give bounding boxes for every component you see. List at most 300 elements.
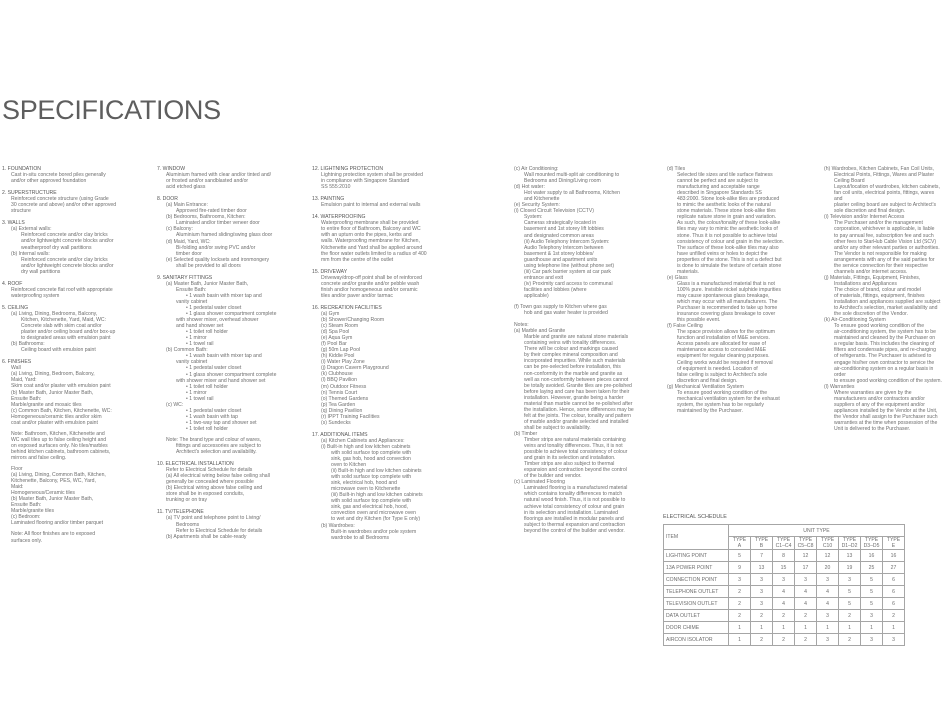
spec-line: (b) Electrical wiring above false ceiling and [166, 485, 263, 492]
spec-line: (a) TV point and telephone point to Living/ [166, 515, 261, 522]
spec-line: air-conditioning system, the system has to be [834, 329, 936, 336]
section-heading: 15. DRIVEWAY [312, 268, 348, 275]
spec-line: (c) Steam Room [321, 323, 359, 330]
spec-line: (b) Common Bath: [166, 347, 208, 354]
spec-line: vanity cabinet [176, 359, 208, 366]
spec-section [505, 322, 650, 534]
spec-line: is done to simulate the texture of certain stone [677, 262, 782, 269]
spec-line: (ii) Audio Telephony Intercom System: [524, 238, 610, 245]
schedule-value-cell: 4 [773, 598, 795, 610]
spec-line: veins and tonality differences. Thus, it is not [524, 443, 623, 450]
spec-line: vanity cabinet [176, 298, 208, 305]
spec-line: may cause spontaneous glass breakage, [677, 292, 770, 299]
spec-line: (b) Wardrobes: [321, 522, 355, 529]
spec-line: (e) Aqua Gym [321, 335, 353, 342]
spec-section [312, 305, 457, 426]
spec-line: (c) Common Bath, Kitchen, Kitchenette, WC: [11, 407, 112, 414]
spec-line: natural wood finish. Thus, it is not possible to [524, 497, 626, 504]
schedule-value-cell: 3 [729, 574, 751, 586]
schedule-value-cell: 2 [751, 634, 773, 646]
spec-line: Maid, Yard: [11, 377, 37, 384]
spec-line: (i) Television and/or Internet Access [824, 214, 905, 221]
spec-line: (g) Mechanical Ventilation System [667, 383, 744, 390]
section-heading: 13. PAINTING [312, 196, 345, 203]
schedule-value-cell: 2 [795, 634, 817, 646]
spec-line: with solid surface top complete with [331, 449, 412, 456]
spec-line: incorporated impurities. While such materials [524, 358, 626, 365]
spec-line: with solid surface top complete with [331, 498, 412, 505]
spec-line: false ceiling is subject to Architect's sole [677, 371, 768, 378]
spec-line: (d) Hot water: [514, 184, 545, 191]
spec-column-6 [815, 166, 943, 438]
spec-line: (a) All electrical wiring below false ceiling shall [166, 473, 270, 480]
schedule-value-cell: 4 [817, 598, 839, 610]
spec-line: of materials, fittings, equipment, finishes [834, 292, 925, 299]
schedule-value-cell: 7 [751, 550, 773, 562]
spec-line: (a) Living, Dining, Common Bath, Kitchen, [11, 472, 106, 479]
spec-line: of refrigerants. The Purchaser is advised to [834, 353, 932, 360]
spec-line: arrangements with any of the said parties for [834, 256, 935, 263]
spec-line: Aluminium framed sliding/swing glass door [176, 232, 273, 239]
spec-line: Laminated and/or timber veneer door [176, 220, 260, 227]
spec-line: non-conformity in the marble and granite as [524, 370, 623, 377]
spec-line: (b) Shower/Changing Room [321, 316, 385, 323]
schedule-item-label: TELEPHONE OUTLET [664, 586, 729, 598]
spec-line: well as non-conformity between pieces cannot [524, 376, 629, 383]
schedule-value-cell: 3 [861, 610, 883, 622]
spec-line: floorings are installed in modular panels and [524, 515, 624, 522]
spec-line: Ceiling Board [834, 178, 865, 185]
spec-line: replicate nature stone in grain and variation. [677, 214, 777, 221]
spec-line: Reinforced concrete and/or clay bricks [21, 232, 108, 239]
unit-type-header: UNIT TYPE [729, 525, 905, 537]
spec-line: before laying and care has been taken for their [524, 388, 630, 395]
spec-line: with an upturn onto the pipes, kerbs and [321, 232, 412, 239]
schedule-value-cell: 2 [773, 610, 795, 622]
schedule-value-cell: 5 [861, 586, 883, 598]
spec-line: warranties at the time when possession of the [834, 419, 938, 426]
spec-line: mm from the centre of the outlet [321, 256, 394, 263]
spec-section [2, 305, 147, 353]
spec-section [312, 196, 457, 208]
spec-line: mechanical ventilation system for the exhaust [677, 395, 780, 402]
spec-line: (b) Timber [514, 430, 538, 437]
table-row [664, 610, 905, 622]
spec-line: to Architect's selection, market availability and [834, 305, 938, 312]
spec-line: plaster and/or ceiling board and/or box-up [21, 329, 116, 336]
spec-line: Approved fire-rated timber door [176, 208, 247, 215]
spec-line: fittings and accessories are subject to [176, 443, 261, 450]
section-heading: 16. RECREATION FACILITIES [312, 304, 382, 311]
spec-line: Note: All floor finishes are to exposed [11, 531, 96, 538]
spec-line: of marble and/or granite selected and installed [524, 418, 629, 425]
spec-line: and hand shower set [176, 323, 224, 330]
spec-line: • 1 pedestal water closet [186, 407, 242, 414]
spec-line: to wet and dry Kitchen (for Type E only) [331, 516, 421, 523]
schedule-value-cell: 2 [751, 610, 773, 622]
spec-line: (m) Outdoor Fitness [321, 383, 367, 390]
spec-line: Kitchenette and Yard shall be applied around [321, 244, 423, 251]
spec-line: The choice of brand, colour and model [834, 286, 921, 293]
schedule-value-cell: 1 [729, 622, 751, 634]
schedule-value-cell: 13 [839, 550, 861, 562]
schedule-value-cell: 17 [795, 562, 817, 574]
item-header: ITEM [664, 525, 729, 550]
spec-line: Bi-folding and/or swing PVC and/or [176, 244, 256, 251]
spec-line: basement & 1st storey lobbies/ [524, 250, 594, 257]
schedule-value-cell: 15 [773, 562, 795, 574]
schedule-value-cell: 25 [861, 562, 883, 574]
spec-line: have unfilled veins or holes to depict the [677, 250, 768, 257]
spec-line: manufacturers and/or contractors and/or [834, 395, 925, 402]
schedule-value-cell: 3 [817, 634, 839, 646]
spec-line: (a) Main Entrance: [166, 202, 208, 209]
spec-line: hob and gas water heater is provided [524, 310, 608, 317]
spec-line: Waterproofing membrane shall be provided [321, 220, 419, 227]
spec-line: Floor [11, 466, 23, 473]
spec-line: store shall be in exposed conduits, [166, 491, 245, 498]
spec-line: (c) Balcony: [166, 226, 193, 233]
unit-type-header-cell: TYPE C1–C4 [773, 537, 795, 550]
unit-type-header-cell: TYPE C5–C8 [795, 537, 817, 550]
spec-line: (j) Materials, Fittings, Equipment, Finishes, [824, 274, 921, 281]
unit-type-header-cell: TYPE D3–D5 [861, 537, 883, 550]
spec-line: concrete and/or granite and/or pebble wash [321, 280, 420, 287]
spec-line: (h) Kiddie Pool [321, 353, 355, 360]
schedule-value-cell: 4 [817, 586, 839, 598]
spec-line: Timber strips are also subject to thermal [524, 461, 615, 468]
spec-line: sole discretion and final design. [834, 208, 906, 215]
spec-line: (a) Kitchen Cabinets and Appliances: [321, 437, 405, 444]
spec-line: and/or other approved foundation [11, 178, 87, 185]
spec-line: using telephone line (without phone set) [524, 262, 615, 269]
spec-line: acid etched glass [166, 184, 206, 191]
spec-section [815, 166, 943, 432]
schedule-value-cell: 1 [729, 634, 751, 646]
spec-line: this possible event. [677, 317, 721, 324]
spec-line: or frosted and/or sandblasted and/or [166, 178, 249, 185]
spec-line: which contains tonality differences to match [524, 491, 623, 498]
spec-line: (c) WC: [166, 401, 184, 408]
spec-line: the service connection for their respective [834, 262, 928, 269]
schedule-value-cell: 2 [729, 586, 751, 598]
spec-line: stone materials. These stone look-alike tiles [677, 208, 776, 215]
spec-line: other fees to StarHub Cable Vision Ltd (SCV) [834, 238, 937, 245]
schedule-value-cell: 5 [839, 586, 861, 598]
spec-line: (p) Tea Garden [321, 401, 356, 408]
section-heading: 4. ROOF [2, 280, 23, 287]
spec-section [2, 281, 147, 299]
spec-line: (iv) Proximity card access to communal [524, 280, 613, 287]
spec-line: Refer to Electrical Schedule for details [166, 467, 253, 474]
spec-line: insurance covering glass breakage to cover [677, 311, 776, 318]
electrical-schedule-table [663, 524, 905, 646]
schedule-value-cell: 3 [773, 574, 795, 586]
spec-line: Ceiling works would be required if removal [677, 359, 773, 366]
spec-line: (b) Apartments shall be cable-ready [166, 533, 247, 540]
spec-line: which may occur with all manufacturers. The [677, 299, 778, 306]
spec-line: felt at the joints. The colour, tonality and pattern [524, 412, 631, 419]
spec-line: the installation. Hence, some differences may be [524, 406, 634, 413]
spec-line: (k) Clubhouse [321, 371, 353, 378]
spec-line: guardhouse and apartment units [524, 256, 598, 263]
spec-line: (i) Closed Circuit Television (CCTV) [514, 208, 595, 215]
schedule-value-cell: 3 [817, 574, 839, 586]
spec-line: • 1 towel rail [186, 395, 214, 402]
spec-line: (b) Internal walls: [11, 250, 50, 257]
spec-line: • 1 pedestal water closet [186, 365, 242, 372]
spec-line: can be pre-selected before installation, this [524, 364, 621, 371]
spec-line: (d) Maid, Yard, WC: [166, 238, 211, 245]
spec-line: Where warranties are given by the [834, 389, 912, 396]
spec-line: coat and/or plaster with emulsion paint [11, 419, 98, 426]
spec-line: oven to Kitchen [331, 462, 367, 469]
spec-line: Reinforced concrete flat roof with appropriate [11, 286, 113, 293]
spec-line: system, the system has to be regularly [677, 401, 764, 408]
unit-type-header-cell: TYPE D1–D2 [839, 537, 861, 550]
spec-line: • 1 wash basin with tap [186, 413, 238, 420]
spec-line: (ii) Built-in high and low kitchen cabinets [331, 468, 422, 475]
section-heading: 17. ADDITIONAL ITEMS [312, 431, 368, 438]
spec-line: timber door [176, 250, 202, 257]
schedule-value-cell: 16 [883, 550, 905, 562]
schedule-value-cell: 12 [795, 550, 817, 562]
schedule-value-cell: 6 [883, 574, 905, 586]
spec-line: Aluminium framed with clear and/or tinted and/ [166, 172, 272, 179]
spec-line: to ensure good working condition of the system. [834, 377, 942, 384]
schedule-value-cell: 4 [795, 598, 817, 610]
spec-line: Selected tile sizes and tile surface flatness [677, 172, 773, 179]
spec-line: shall be provided to all doors [176, 262, 241, 269]
schedule-value-cell: 9 [729, 562, 751, 574]
spec-line: and designated common areas [524, 232, 594, 239]
spec-line: (n) Tennis Court [321, 389, 358, 396]
spec-line: Purchaser is recommended to take up home [677, 305, 778, 312]
section-heading: 12. LIGHTNING PROTECTION [312, 166, 384, 172]
spec-line: • 1 glass shower compartment complete [186, 371, 277, 378]
spec-section [2, 166, 147, 184]
spec-section [658, 166, 808, 414]
spec-line: Ensuite Bath: [11, 502, 42, 509]
spec-line: installation and appliances supplied are subject [834, 299, 941, 306]
spec-line: Wall mounted multi-split air conditioning to [524, 172, 620, 179]
spec-line: To ensure good working condition of the [834, 323, 925, 330]
section-heading: 9. SANITARY FITTINGS [157, 274, 213, 281]
spec-line: 483:2000. Stone look-alike tiles are produced [677, 196, 780, 203]
spec-line: (b) Bathrooms: [11, 341, 45, 348]
schedule-item-label: DOOR CHIME [664, 622, 729, 634]
spec-line: • 1 towel rail [186, 341, 214, 348]
table-row [664, 622, 905, 634]
spec-line: stone. Thus it is not possible to achieve total [677, 232, 777, 239]
spec-column-1 [2, 166, 147, 550]
spec-line: fan coil units, electrical points, fittings, wares and [834, 190, 935, 203]
spec-line: (d) Spa Pool [321, 329, 350, 336]
spec-line: Ensuite Bath: [176, 286, 207, 293]
schedule-value-cell: 3 [751, 586, 773, 598]
spec-line: air-conditioning system on a regular basis in order [834, 365, 934, 378]
spec-line: As such, the colour/tonality of these look-alike [677, 220, 781, 227]
spec-line: corporation, whichever is applicable, is liable [834, 226, 935, 233]
spec-line: • 1 wash basin with mixer tap and [186, 292, 262, 299]
spec-line: (b) Master Bath, Junior Master Bath, [11, 496, 94, 503]
schedule-header-row [664, 525, 905, 537]
spec-line: materials. [677, 268, 700, 275]
spec-section [312, 269, 457, 299]
spec-line: microwave oven to Kitchenette [331, 486, 401, 493]
schedule-value-cell: 8 [773, 550, 795, 562]
spec-line: The space provision allows for the optimum [677, 329, 775, 336]
spec-line: with shower mixer, overhead shower [176, 317, 259, 324]
spec-line: Refer to Electrical Schedule for details [176, 527, 263, 534]
schedule-value-cell: 1 [839, 622, 861, 634]
spec-line: Ensuite Bath: [11, 395, 42, 402]
spec-line: entrance and exit [524, 274, 564, 281]
spec-line: 30 concrete and above) and/or other approved [11, 202, 117, 209]
spec-line: There will be colour and markings caused [524, 346, 618, 353]
schedule-value-cell: 16 [861, 550, 883, 562]
spec-line: The Vendor is not responsible for making [834, 250, 927, 257]
spec-line: surfaces only. [11, 537, 43, 544]
spec-section [2, 359, 147, 543]
spec-line: sink, gas hob, hood and convection [331, 456, 411, 463]
schedule-value-cell: 12 [817, 550, 839, 562]
spec-line: (d) Tiles [667, 166, 686, 172]
spec-line: Marble/granite tiles [11, 508, 55, 515]
spec-line: Glass is a manufactured material that is not [677, 280, 775, 287]
schedule-item-label: DATA OUTLET [664, 610, 729, 622]
schedule-item-label: AIRCON ISOLATOR [664, 634, 729, 646]
spec-line: (a) Marble and Granite [514, 328, 566, 335]
spec-line: Wall [11, 365, 21, 372]
spec-line: Laminated flooring and/or timber parquet [11, 520, 104, 527]
spec-line: • 1 mirror [186, 389, 207, 396]
spec-line: material than marble cannot be re-polished after [524, 400, 633, 407]
schedule-value-cell: 2 [729, 598, 751, 610]
spec-section [157, 196, 302, 269]
spec-line: basement and 1st storey lift lobbies [524, 226, 604, 233]
spec-line: Built-in wardrobes and/or pole system [331, 528, 417, 535]
schedule-value-cell: 2 [883, 610, 905, 622]
spec-line: weatherproof dry wall partitions [21, 244, 92, 251]
spec-line: installation. However, granite being a harder [524, 394, 624, 401]
spec-line: (g) 50m Lap Pool [321, 347, 361, 354]
spec-line: Cameras strategically located in [524, 220, 597, 227]
spec-line: (e) Glass [667, 274, 688, 281]
spec-line: Ceiling board with emulsion paint [21, 347, 96, 354]
spec-line: by their complex mineral composition and [524, 352, 618, 359]
schedule-value-cell: 5 [861, 598, 883, 610]
schedule-value-cell: 1 [861, 622, 883, 634]
schedule-value-cell: 5 [729, 550, 751, 562]
spec-line: be totally avoided. Granite tiles are pre-polished [524, 382, 632, 389]
spec-line: Lightning protection system shall be provided [321, 172, 423, 179]
spec-line: beyond the control of the builder and vendor. [524, 527, 625, 534]
spec-line: (q) Dining Pavilion [321, 407, 363, 414]
spec-line: wardrobe to all Bedrooms [331, 534, 390, 541]
spec-line: generally be concealed where possible [166, 479, 254, 486]
spec-column-5 [658, 166, 808, 420]
spec-line: tiles may vary to mimic the aesthetic looks of [677, 226, 778, 233]
spec-line: Unit is delivered to the Purchaser. [834, 426, 911, 433]
spec-line: (c) Laminated Flooring [514, 479, 565, 486]
spec-line: (h) Wardrobes, Kitchen Cabinets, Fan Coil Units, [824, 166, 934, 172]
unit-type-header-cell: TYPE C10 [817, 537, 839, 550]
spec-line: System: [524, 214, 543, 221]
unit-type-header-cell: TYPE B [751, 537, 773, 550]
schedule-value-cell: 19 [839, 562, 861, 574]
spec-line: of the builder and vendor. [524, 473, 582, 480]
spec-line: Laminated flooring is a manufactured material [524, 485, 628, 492]
spec-section [2, 220, 147, 274]
spec-line: function and installation of M&E services. [677, 335, 770, 342]
spec-line: and/or any other relevant parties or authorities. [834, 244, 940, 251]
table-row [664, 562, 905, 574]
spec-line: manufacturing and acceptable range [677, 184, 760, 191]
spec-line: to mimic the aesthetic looks of the natural [677, 202, 771, 209]
spec-line: maintained and cleaned by the Purchaser on [834, 335, 936, 342]
spec-line: applicable) [524, 292, 549, 299]
spec-line: (b) Bedrooms, Bathrooms, Kitchen: [166, 214, 246, 221]
spec-line: • 1 toilet roll holder [186, 329, 228, 336]
schedule-value-cell: 3 [817, 610, 839, 622]
spec-line: possible to achieve total consistency of colour [524, 449, 628, 456]
spec-line: (iii) Built-in high and low kitchen cabinets [331, 492, 423, 499]
spec-line: Timber strips are natural materials containing [524, 437, 626, 444]
spec-line: (c) Air Conditioning: [514, 166, 559, 172]
spec-line: Hot water supply to all Bathrooms, Kitchen [524, 190, 620, 197]
schedule-value-cell: 5 [861, 574, 883, 586]
spec-line: expansion and contraction beyond the control [524, 467, 627, 474]
table-row [664, 634, 905, 646]
spec-line: The surface of these look-alike tiles may also [677, 244, 779, 251]
spec-line: consistency of colour and grain in the selection. [677, 238, 785, 245]
spec-line: and Kitchenette [524, 196, 560, 203]
spec-line: (k) Air-Conditioning System [824, 317, 886, 324]
spec-line: Audio Telephony Intercom between [524, 244, 604, 251]
spec-line: Emulsion paint to internal and external walls [321, 202, 421, 209]
spec-line: 100% pure. Invisible nickel sulphide impurities [677, 286, 781, 293]
spec-line: maintained by the Purchaser. [677, 407, 743, 414]
spec-line: (l) BBQ Pavilion [321, 377, 357, 384]
spec-line: behind kitchen cabinets, bathroom cabinets, [11, 448, 111, 455]
schedule-value-cell: 2 [839, 634, 861, 646]
spec-section [157, 461, 302, 503]
spec-line: the sole discretion of the Vendor. [834, 311, 908, 318]
schedule-value-cell: 2 [729, 610, 751, 622]
schedule-value-cell: 27 [883, 562, 905, 574]
spec-line: (r) IPPT Training Facilities [321, 413, 380, 420]
spec-line: (o) Themed Gardens [321, 395, 369, 402]
schedule-value-cell: 3 [861, 634, 883, 646]
spec-line: mirrors and false ceiling. [11, 454, 67, 461]
spec-line: the floor water outlets limited to a radius of 400 [321, 250, 427, 257]
section-heading: 6. FINISHES [2, 359, 32, 366]
spec-section [312, 166, 457, 190]
spec-line: • 1 pedestal water closet [186, 304, 242, 311]
spec-line: to designated areas with emulsion paint [21, 335, 111, 342]
spec-line: Note: The brand type and colour of wares, [166, 436, 262, 443]
spec-line: (b) Master Bath, Junior Master Bath, [11, 389, 94, 396]
spec-line: subject to thermal expansion and contraction [524, 521, 626, 528]
spec-line: (i) Water Play Zone [321, 359, 365, 366]
spec-line: Kitchenette, Balcony, PES, WC, Yard, [11, 478, 96, 485]
spec-line: Marble/granite and mosaic tiles [11, 401, 82, 408]
schedule-value-cell: 1 [795, 622, 817, 634]
table-row [664, 586, 905, 598]
schedule-value-cell: 3 [751, 574, 773, 586]
schedule-value-cell: 3 [883, 634, 905, 646]
